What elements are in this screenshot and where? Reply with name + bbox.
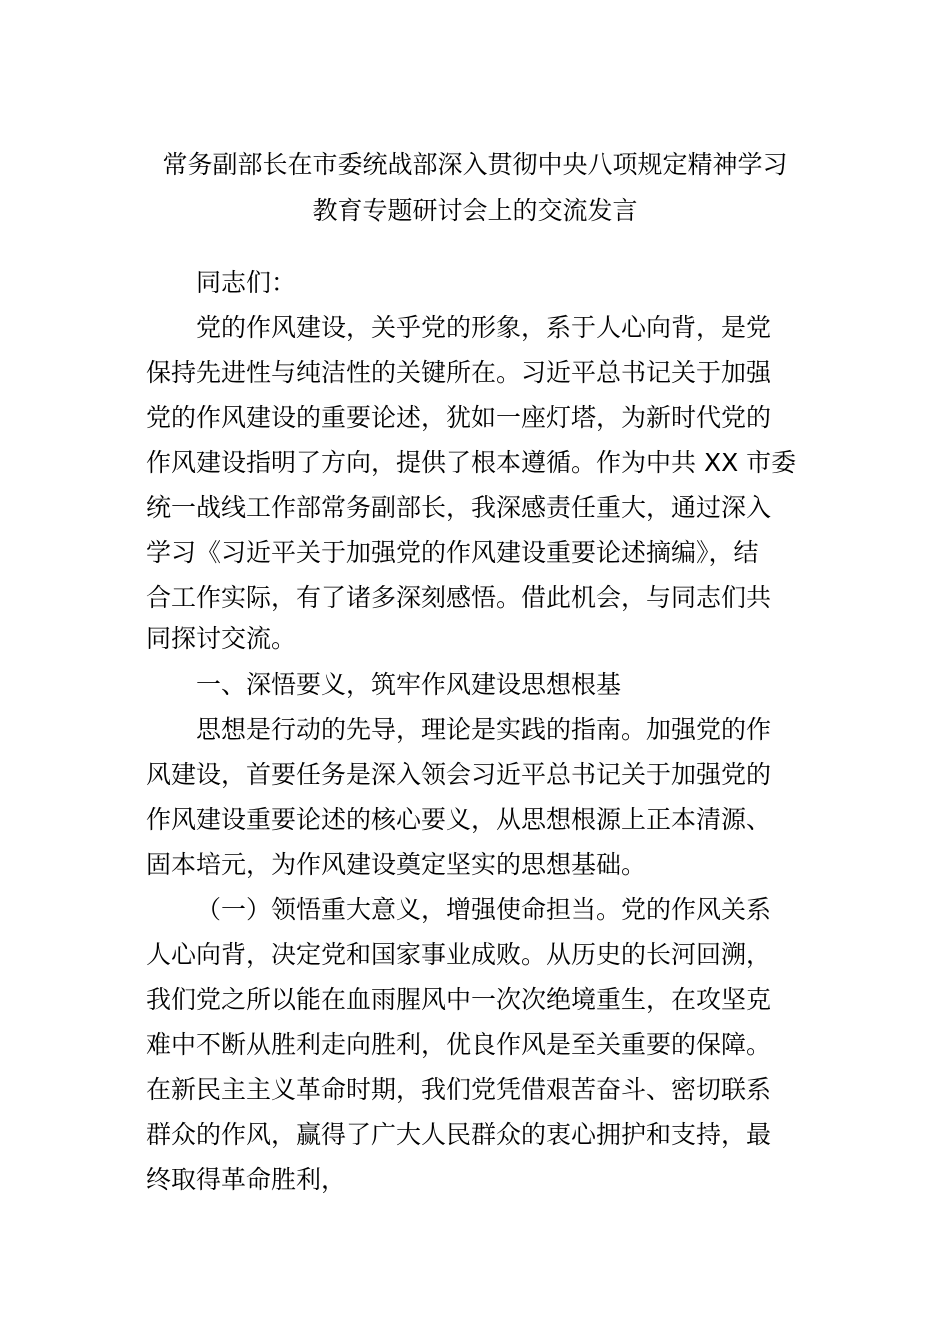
subsection-paragraph-line: （一）领悟重大意义，增强使命担当。党的作风关系 (196, 895, 772, 924)
paragraph-line: 人心向背，决定党和国家事业成败。从历史的长河回溯， (146, 940, 772, 969)
salutation: 同志们： (196, 268, 297, 297)
paragraph-line: 同探讨交流。 (146, 624, 297, 653)
paragraph-line: 群众的作风，赢得了广大人民群众的衷心拥护和支持，最 (146, 1120, 772, 1149)
paragraph-line: 保持先进性与纯洁性的关键所在。习近平总书记关于加强 (146, 358, 772, 387)
section-heading: 一、深悟要义，筑牢作风建设思想根基 (196, 670, 622, 699)
paragraph-line: 难中不断从胜利走向胜利，优良作风是至关重要的保障。 (146, 1030, 772, 1059)
paragraph-line: 作风建设重要论述的核心要义，从思想根源上正本清源、 (146, 805, 772, 834)
paragraph-line: 风建设，首要任务是深入领会习近平总书记关于加强党的 (146, 760, 772, 789)
paragraph-line: 我们党之所以能在血雨腥风中一次次绝境重生，在攻坚克 (146, 985, 772, 1014)
paragraph-line: 党的作风建设的重要论述，犹如一座灯塔，为新时代党的 (146, 403, 772, 432)
paragraph-line: 作风建设指明了方向，提供了根本遵循。作为中共 XX 市委 (146, 448, 797, 477)
paragraph-line: 终取得革命胜利， (146, 1165, 347, 1194)
paragraph-line: 思想是行动的先导，理论是实践的指南。加强党的作 (196, 715, 772, 744)
paragraph-line: 学习《习近平关于加强党的作风建设重要论述摘编》，结 (146, 538, 759, 567)
paragraph-line: 统一战线工作部常务副部长，我深感责任重大，通过深入 (146, 493, 772, 522)
document-title-line-2: 教育专题研讨会上的交流发言 (312, 196, 638, 225)
document-title-line-1: 常务副部长在市委统战部深入贯彻中央八项规定精神学习 (162, 150, 788, 179)
paragraph-line: 合工作实际，有了诸多深刻感悟。借此机会，与同志们共 (146, 583, 772, 612)
paragraph-line: 在新民主主义革命时期，我们党凭借艰苦奋斗、密切联系 (146, 1075, 772, 1104)
paragraph-line: 党的作风建设，关乎党的形象，系于人心向背，是党 (196, 313, 772, 342)
paragraph-line: 固本培元，为作风建设奠定坚实的思想基础。 (146, 850, 647, 879)
